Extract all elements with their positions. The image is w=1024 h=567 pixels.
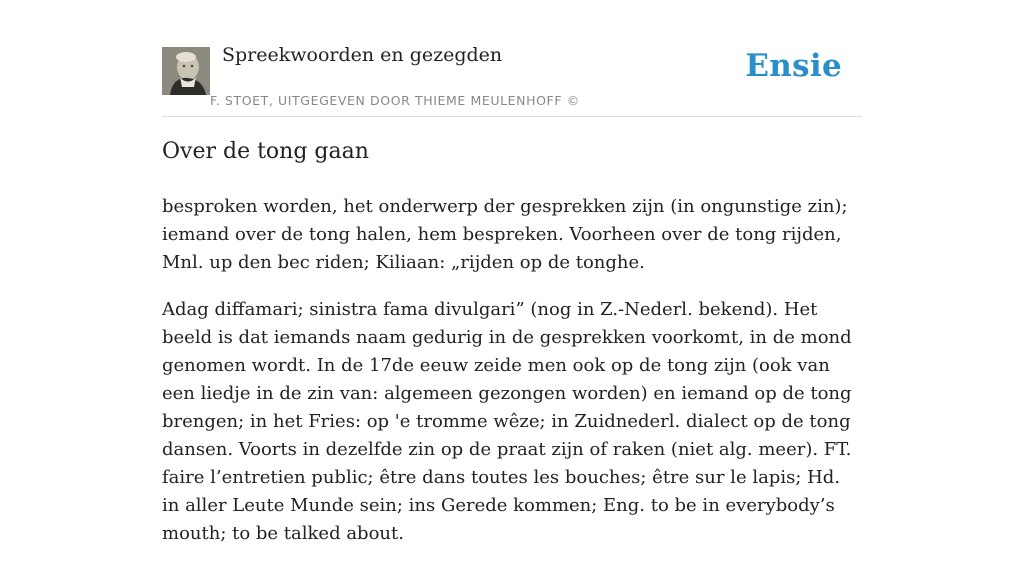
- page-container: [162, 0, 862, 544]
- source-attribution: F. STOET, UITGEGEVEN DOOR THIEME MEULENHOFF ©: [210, 93, 580, 108]
- source-title[interactable]: Spreekwoorden en gezegden: [222, 44, 503, 66]
- entry-body: [162, 193, 862, 567]
- author-avatar[interactable]: [162, 47, 210, 95]
- entry-paragraph: besproken worden, het onderwerp der gesprekken zijn (in ongunstige zin); iemand over de tong halen, hem bespreken. Voorheen over de tong rijden, Mnl. up den bec riden; Kiliaan: „rijden op de tonghe.: [162, 196, 848, 273]
- ensie-logo[interactable]: Ensie: [745, 48, 842, 84]
- entry-title: Over de tong gaan: [162, 139, 369, 164]
- entry-paragraph: Adag diffamari; sinistra fama divulgari” (nog in Z.-Nederl. bekend). Het beeld is dat iemands naam gedurig in de gesprekken voorkomt, in de mond genomen wordt. In de 17de eeuw zeide men ook op de tong zijn (ook van een liedje in de zin van: algemeen gezongen worden) en iemand op de tong brengen; in het Fries: op 'e tromme wêze; in Zuidnederl. dialect op de tong dansen. Voorts in dezelfde zin op de praat zijn of raken (niet alg. meer). FT. faire l’entretien public; être dans toutes les bouches; être sur le lapis; Hd. in aller Leute Munde sein; ins Gerede kommen; Eng. to be in everybody’s mouth; to be talked about.: [162, 299, 852, 544]
- author-portrait-icon: [162, 47, 210, 95]
- source-header: [162, 0, 862, 117]
